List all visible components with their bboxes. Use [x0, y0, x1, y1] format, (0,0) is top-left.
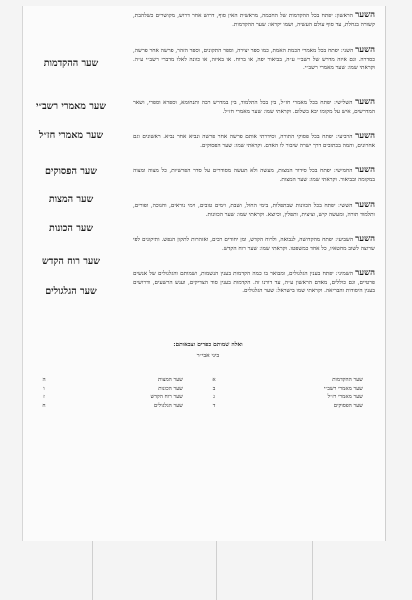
document-page [22, 6, 386, 541]
margin-title: שער הכונות [49, 223, 93, 234]
list-letters-right [207, 376, 221, 410]
list-letter: ו [43, 385, 45, 392]
margin-title: שער מאמרי רשב״י [36, 101, 106, 112]
scan-rule [216, 541, 217, 600]
list-letter: א [212, 377, 216, 383]
margin-title: שער מאמרי חז״ל [38, 130, 104, 141]
gate-text: הרביעי: יפתח בכל פסוקי התורה, וסידרתי אותם פרשה אחר פרשה ונביא אחר נביא. ראשונים וגם אחרונים, והמה בכתובים דרך ישרה שיבור לו האדם. וקראתי שמו: שער הפסוקים. [133, 134, 375, 149]
gate-number: השער [355, 45, 376, 55]
gate-paragraph [133, 201, 375, 219]
list-heading: ואלה שמותם כפרים וצבאותם: [173, 342, 243, 348]
list-name: שער מאמרי רז״ל [327, 394, 363, 400]
gate-paragraph [133, 269, 375, 296]
gate-text: השלישי: יפתח בכל מאמרי חז״ל, בין בכל התלמוד, בין במדרש רבה ותנחומא, וספרא וספרי, ושאר המדרשים, איש על מקומו יבא בשלום. וקראתי שמו: שער מאמרי חז״ל. [133, 100, 375, 115]
gate-text: החמישי: יפתח בכל סידור המצות, מעשה ולא תעשה מסודרים על סדר הפרשיות, כל מצוה ומצוה במקומה ובביאור. וקראתי שמו: שער המצות. [133, 168, 375, 183]
list-letters-left [37, 376, 51, 410]
gate-text: הראשון: יפתח בכל ההקדמות של החכמה, מראשית האין סוף, דרוש אחר דרוש, מקושרים כשלהבת, קשורה בגחלת, עד סוף עולם העשיה, ושמו יקראו: שער ההקדמות. [133, 13, 375, 28]
list-name: שער הפסוקים [333, 402, 363, 409]
gate-number: השער [355, 131, 375, 141]
list-letter: ז [43, 394, 45, 400]
list-names-right [271, 376, 363, 410]
gate-number: השער [355, 10, 375, 20]
list-names-left [105, 376, 183, 410]
gate-text: השמיני: יפתח בענין הגלגולים, ומבואר בו כמה הקדמות בענין הנשמות, ושמותם והגלגולים של אנשים פרטיים, וגם כוללים, מאדם הראשון ע״ה, עד דורנו זה. הקדמות בענין סוד הצדיקים, וענש הרשעים, ודרושים בענין היסודות והבריאה. וקראתי שמו בישראל: שער הגלגולים. [133, 271, 375, 295]
gate-number: השער [355, 97, 376, 107]
list-name: שער המצות [157, 377, 183, 383]
gate-paragraph [133, 46, 375, 73]
scan-rule [312, 541, 313, 600]
margin-title: שער ההקדמות [43, 58, 99, 69]
gate-paragraph [133, 166, 375, 184]
list-letter: ב [212, 385, 216, 392]
gate-text: הששי: יפתח בכל הכוונות שבתפלות, בימי החול, ושבת, וימים טובים, וימי נוראים, וחנוכה, ופורים, ותלמוד תורה, ומעשה קיש, וציצית, ותפלין, וכיוצא. וקראתי שמו: שער הכוונות. [133, 203, 375, 218]
gate-paragraph [133, 11, 375, 29]
list-name: שער הכונות [158, 385, 183, 392]
margin-title: שער הגלגולים [45, 286, 97, 297]
gate-number: השער [355, 165, 375, 175]
scan-rule [92, 541, 93, 600]
gate-number: השער [355, 234, 375, 244]
gate-text: השני: יפתח בכל מאמרי הכמת האמת, כמו ספר יצירה, וספר התקונים, וספר הזהר, פרשה אחר פרשה, כסדרה. וגם איזה מדרש של רשב״י ע״ה, בביאור יפה, או ברוח. או באיזה, או כוונה לאלו מדברי רשב״י ע״ה. וקראתי שמו: שער מאמרי רשב״י. [133, 48, 375, 72]
gate-paragraph [133, 132, 375, 150]
gate-number: השער [355, 200, 375, 210]
list-letter: ג [213, 394, 215, 400]
list-abbreviation: ביני אבי״ר [196, 353, 220, 359]
list-letter: ד [212, 402, 216, 409]
margin-title: שער רוח הקדש [42, 256, 100, 267]
margin-title: שער המצות [48, 194, 94, 205]
gate-paragraph [133, 98, 375, 116]
list-name: שער הגלגולים [153, 402, 183, 409]
list-letter: ה [42, 377, 46, 383]
gate-number: השער [355, 268, 375, 278]
list-name: שער רוח הקדש [150, 394, 183, 400]
list-name: שער מאמרי רשב״י [323, 385, 363, 392]
gate-text: השביעי: יפתח מהקדושה, לנבואה, ולרוח הקדש, ומן יחודים רבים, ואזהרות לתקון הנפש. ותיקונים לפי שרוצה לשוב מחטאיו, כל אחד כמשפטו. וקראתי שמו: שער רוח הקדש. [133, 237, 375, 252]
gate-paragraph [133, 235, 375, 253]
list-letter: ח [42, 402, 46, 409]
margin-title: שער הפסוקים [44, 166, 98, 177]
list-name: שער ההקדמות [332, 377, 363, 383]
